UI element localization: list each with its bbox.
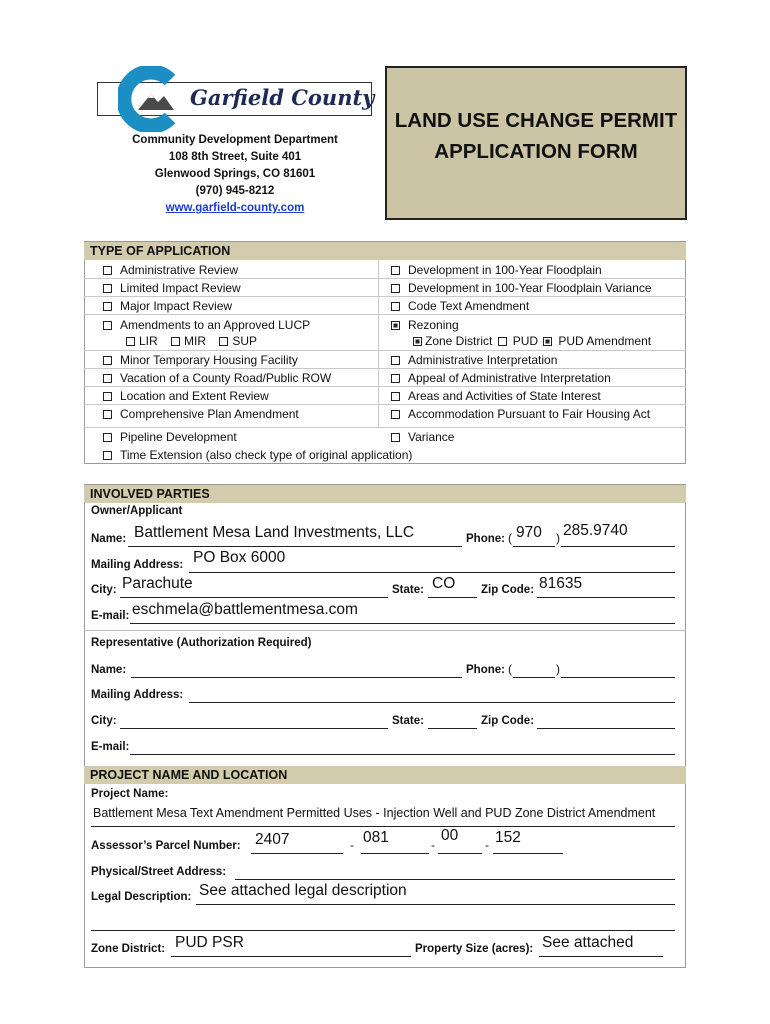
owner-state-label: State:	[392, 584, 424, 596]
form-title	[385, 105, 687, 167]
checkbox-lir-icon[interactable]	[126, 337, 135, 346]
rep-phone-field[interactable]	[561, 663, 675, 678]
option-minor-temporary-housing[interactable]	[103, 352, 298, 368]
option-major-impact-review[interactable]	[103, 298, 232, 314]
option-label: Limited Impact Review	[120, 281, 241, 295]
option-label: Variance	[408, 430, 455, 444]
paren-close: )	[556, 531, 560, 545]
owner-phone-value: 285.9740	[563, 522, 628, 539]
legal-description-field-line2[interactable]	[91, 916, 675, 931]
checkbox-icon[interactable]	[103, 266, 112, 275]
mir-label: MIR	[184, 334, 207, 348]
owner-heading: Owner/Applicant	[91, 505, 183, 517]
owner-state-value: CO	[432, 575, 456, 592]
option-label: Location and Extent Review	[120, 389, 269, 403]
representative-heading: Representative (Authorization Required)	[91, 637, 312, 649]
rep-name-field[interactable]	[131, 663, 462, 678]
parcel-label: Assessor’s Parcel Number:	[91, 840, 241, 852]
checkbox-icon[interactable]	[103, 433, 112, 442]
rep-email-field[interactable]	[130, 740, 675, 755]
rep-city-label: City:	[91, 715, 117, 727]
rep-mailing-label: Mailing Address:	[91, 689, 184, 701]
option-label: Administrative Review	[120, 263, 239, 277]
option-label: Major Impact Review	[120, 299, 233, 313]
property-size-label: Property Size (acres):	[415, 943, 534, 955]
option-label: Comprehensive Plan Amendment	[120, 407, 299, 421]
option-rezoning[interactable]	[391, 317, 459, 333]
option-pipeline-development[interactable]	[103, 429, 237, 445]
zone-district-label: Zone District	[425, 334, 493, 348]
owner-mailing-label: Mailing Address:	[91, 559, 184, 571]
sup-label: SUP	[232, 334, 258, 348]
option-comprehensive-plan-amendment[interactable]	[103, 406, 299, 422]
parcel-part1-value: 2407	[255, 831, 290, 848]
option-limited-impact-review[interactable]	[103, 280, 241, 296]
option-label: Areas and Activities of State Interest	[408, 389, 601, 403]
parcel-part2-value: 081	[363, 829, 389, 846]
checkbox-icon[interactable]	[391, 302, 400, 311]
pud-amendment-label: PUD Amendment	[558, 334, 652, 348]
option-label: Amendments to an Approved LUCP	[120, 318, 311, 332]
owner-phone-label: Phone:	[466, 533, 505, 545]
checkbox-icon[interactable]	[103, 321, 112, 330]
option-label: Administrative Interpretation	[408, 353, 558, 367]
department-contact	[100, 132, 370, 217]
rep-phone-area-field[interactable]	[513, 663, 555, 678]
row-divider	[84, 314, 686, 315]
property-size-value: See attached	[542, 934, 634, 951]
rep-name-label: Name:	[91, 664, 127, 676]
option-label: Accommodation Pursuant to Fair Housing Act	[408, 407, 651, 421]
checkbox-icon[interactable]	[103, 392, 112, 401]
rep-mailing-field[interactable]	[189, 688, 675, 703]
zone-district-value: PUD PSR	[175, 934, 244, 951]
owner-name-value: Battlement Mesa Land Investments, LLC	[134, 524, 415, 541]
option-time-extension[interactable]	[103, 447, 412, 463]
type-of-application-heading: TYPE OF APPLICATION	[84, 242, 686, 260]
rezoning-sub-options	[413, 333, 651, 349]
option-floodplain-development[interactable]	[391, 262, 602, 278]
owner-email-label: E-mail:	[91, 610, 130, 622]
physical-address-label: Physical/Street Address:	[91, 866, 227, 878]
checkbox-sup-icon[interactable]	[219, 337, 228, 346]
checkbox-icon[interactable]	[391, 266, 400, 275]
option-location-extent-review[interactable]	[103, 388, 269, 404]
parcel-part3-value: 00	[441, 827, 459, 844]
divider	[84, 630, 686, 631]
rep-zip-field[interactable]	[537, 714, 675, 729]
option-label: Pipeline Development	[120, 430, 237, 444]
option-label: Code Text Amendment	[408, 299, 530, 313]
option-label: Development in 100-Year Floodplain Variance	[408, 281, 652, 295]
form-title-line2: APPLICATION FORM	[434, 140, 638, 163]
form-title-line1: LAND USE CHANGE PERMIT	[394, 109, 678, 132]
rep-email-label: E-mail:	[91, 741, 130, 753]
paren-open: (	[508, 662, 512, 676]
rep-zip-label: Zip Code:	[481, 715, 535, 727]
owner-name-label: Name:	[91, 533, 127, 545]
option-label: Vacation of a County Road/Public ROW	[120, 371, 332, 385]
row-divider	[84, 386, 686, 387]
row-divider	[84, 404, 686, 405]
checkbox-pud-amendment-icon[interactable]	[543, 337, 552, 346]
pud-label: PUD	[512, 334, 539, 348]
checkbox-icon[interactable]	[391, 392, 400, 401]
option-administrative-interpretation[interactable]	[391, 352, 557, 368]
county-logo-icon	[118, 66, 176, 132]
row-divider	[84, 296, 686, 297]
checkbox-icon[interactable]	[103, 374, 112, 383]
option-label: Minor Temporary Housing Facility	[120, 353, 298, 367]
option-code-text-amendment[interactable]	[391, 298, 529, 314]
owner-city-value: Parachute	[122, 575, 193, 592]
checkbox-icon[interactable]	[391, 356, 400, 365]
checkbox-icon[interactable]	[391, 410, 400, 419]
dept-city: Glenwood Springs, CO 81601	[154, 168, 316, 180]
checkbox-icon[interactable]	[391, 284, 400, 293]
checkbox-icon[interactable]	[391, 374, 400, 383]
owner-zip-label: Zip Code:	[481, 584, 535, 596]
legal-description-label: Legal Description:	[91, 891, 192, 903]
row-divider	[84, 278, 686, 279]
option-label: Development in 100-Year Floodplain	[408, 263, 602, 277]
option-variance[interactable]	[391, 429, 454, 445]
option-areas-state-interest[interactable]	[391, 388, 601, 404]
column-divider	[378, 260, 379, 428]
row-divider	[84, 350, 686, 351]
rep-state-label: State:	[392, 715, 424, 727]
project-heading: PROJECT NAME AND LOCATION	[84, 766, 686, 784]
checkbox-icon[interactable]	[103, 451, 112, 460]
rep-city-field[interactable]	[120, 714, 388, 729]
checkbox-icon[interactable]	[103, 302, 112, 311]
checkbox-icon[interactable]	[103, 410, 112, 419]
option-label: Appeal of Administrative Interpretation	[408, 371, 611, 385]
checkbox-checked-icon[interactable]	[391, 321, 400, 330]
checkbox-icon[interactable]	[103, 284, 112, 293]
lir-label: LIR	[139, 334, 158, 348]
checkbox-icon[interactable]	[391, 433, 400, 442]
involved-parties-heading: INVOLVED PARTIES	[84, 485, 686, 503]
parcel-dash: -	[431, 838, 435, 852]
parcel-part4-value: 152	[495, 829, 521, 846]
project-name-label: Project Name:	[91, 788, 169, 800]
lucp-sub-options	[126, 333, 257, 349]
legal-description-value: See attached legal description	[199, 882, 407, 899]
option-label: Rezoning	[408, 318, 459, 332]
rep-phone-label: Phone:	[466, 664, 505, 676]
row-divider	[84, 427, 686, 428]
checkbox-mir-icon[interactable]	[171, 337, 180, 346]
dept-phone: (970) 945-8212	[195, 185, 275, 197]
option-administrative-review[interactable]	[103, 262, 238, 278]
option-label: Time Extension (also check type of original application)	[120, 448, 413, 462]
option-fair-housing[interactable]	[391, 406, 650, 422]
owner-phone-area-value: 970	[516, 524, 542, 541]
option-appeal-interpretation[interactable]	[391, 370, 611, 386]
option-amendments-lucp[interactable]	[103, 317, 310, 333]
dept-street: 108 8th Street, Suite 401	[168, 151, 302, 163]
option-vacation-county-road[interactable]	[103, 370, 331, 386]
checkbox-zone-district-icon[interactable]	[413, 337, 422, 346]
paren-close: )	[556, 662, 560, 676]
physical-address-field[interactable]	[235, 865, 675, 880]
row-divider	[84, 368, 686, 369]
owner-city-label: City:	[91, 584, 117, 596]
owner-mailing-value: PO Box 6000	[193, 549, 286, 566]
checkbox-pud-icon[interactable]	[498, 337, 507, 346]
owner-email-value: eschmela@battlementmesa.com	[132, 601, 358, 618]
option-floodplain-variance[interactable]	[391, 280, 652, 296]
dept-name: Community Development Department	[132, 134, 338, 146]
zone-district-label: Zone District:	[91, 943, 166, 955]
checkbox-icon[interactable]	[103, 356, 112, 365]
owner-zip-value: 81635	[539, 575, 583, 592]
parcel-dash: -	[350, 838, 354, 852]
paren-open: (	[508, 531, 512, 545]
project-name-value: Battlement Mesa Text Amendment Permitted Uses - Injection Well and PUD Zone District Amendment	[93, 806, 656, 820]
parcel-dash: -	[485, 838, 489, 852]
county-name: Garfield County	[190, 85, 375, 110]
rep-state-field[interactable]	[428, 714, 477, 729]
website-link[interactable]: www.garfield-county.com	[165, 202, 305, 214]
